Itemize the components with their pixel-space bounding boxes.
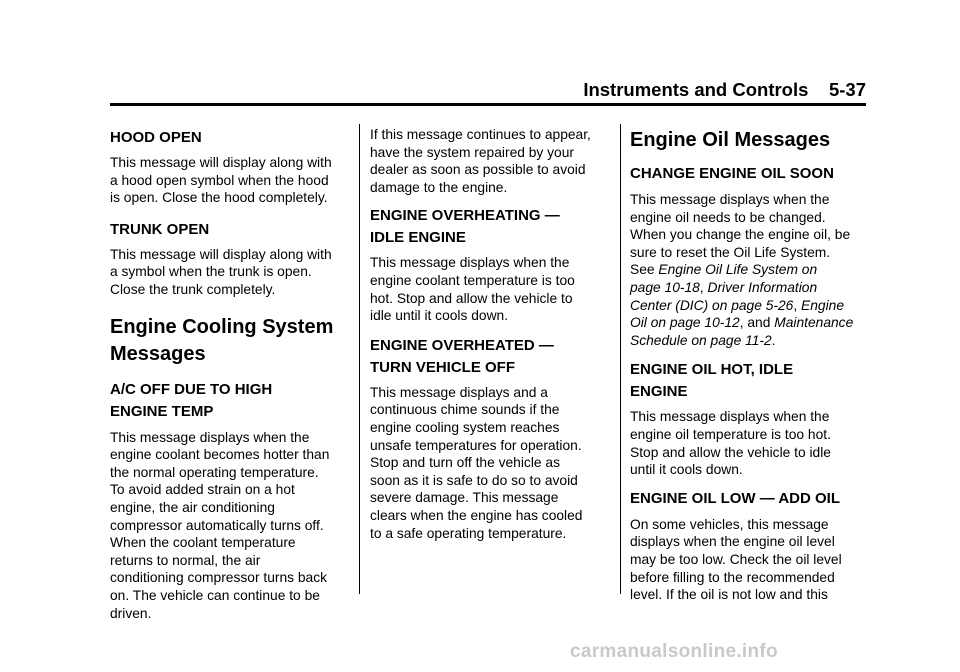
heading-engine-overheated bbox=[370, 335, 610, 379]
heading-line: TURN VEHICLE OFF bbox=[370, 358, 515, 376]
text-line: When you change the engine oil, be bbox=[630, 227, 851, 243]
heading-line: ENGINE bbox=[630, 383, 688, 401]
text-line: Close the trunk completely. bbox=[110, 281, 276, 297]
text-line: compressor automatically turns off. bbox=[110, 517, 324, 533]
oil-low-text bbox=[630, 516, 870, 604]
ref-oil-life-system[interactable]: Engine Oil Life System on bbox=[658, 262, 818, 278]
trunk-open-text bbox=[110, 246, 354, 299]
section-title-line: Engine Cooling System bbox=[110, 315, 334, 338]
heading-line: IDLE ENGINE bbox=[370, 229, 466, 247]
text-line: level. If the oil is not low and this bbox=[630, 587, 828, 603]
text-line: Stop and turn off the vehicle as bbox=[370, 455, 560, 471]
heading-line: ENGINE TEMP bbox=[110, 402, 214, 420]
ref-maintenance[interactable]: Maintenance bbox=[774, 315, 854, 331]
text-line: This message displays when the bbox=[370, 255, 570, 271]
text-line: This message displays when the bbox=[630, 192, 830, 207]
heading-change-engine-oil: CHANGE ENGINE OIL SOON bbox=[630, 165, 834, 182]
section-title-line: Messages bbox=[110, 342, 206, 365]
overheating-text bbox=[370, 254, 610, 324]
text-line: unsafe temperatures for operation. bbox=[370, 437, 582, 453]
heading-engine-overheating bbox=[370, 205, 610, 249]
heading-line: A/C OFF DUE TO HIGH bbox=[110, 380, 273, 398]
ref-engine-oil[interactable]: Engine bbox=[801, 297, 844, 313]
text-line: To avoid added strain on a hot bbox=[110, 482, 295, 498]
header-title: Instruments and Controls 5-37 bbox=[583, 79, 866, 100]
see-word: See bbox=[630, 262, 659, 278]
text-line: engine cooling system reaches bbox=[370, 419, 560, 435]
ref-maintenance-page[interactable]: Schedule on page 11-2 bbox=[630, 332, 772, 348]
text-line: until it cools down. bbox=[630, 462, 743, 478]
text-line: before filling to the recommended bbox=[630, 569, 835, 585]
separator: , bbox=[793, 297, 802, 313]
heading-ac-off bbox=[110, 379, 354, 423]
ref-engine-oil-page[interactable]: Oil on page 10-12 bbox=[630, 315, 740, 331]
watermark: carmanualsonline.info bbox=[570, 641, 778, 662]
separator: , bbox=[699, 279, 708, 295]
text-line: severe damage. This message bbox=[370, 490, 559, 506]
and-word: , and bbox=[739, 315, 775, 331]
text-line: may be too low. Check the oil level bbox=[630, 551, 842, 567]
text-line bbox=[630, 332, 870, 350]
text-line: returns to normal, the air bbox=[110, 552, 261, 568]
text-line: a symbol when the trunk is open. bbox=[110, 264, 312, 280]
text-line: the normal operating temperature. bbox=[110, 464, 319, 480]
heading-line: ENGINE OVERHEATED — bbox=[370, 336, 554, 354]
text-line: engine, the air conditioning bbox=[110, 499, 275, 515]
ref-driver-information-page[interactable]: Center (DIC) on page 5-26 bbox=[630, 297, 794, 313]
text-line bbox=[630, 261, 870, 279]
page-header bbox=[110, 79, 866, 105]
heading-engine-oil-low: ENGINE OIL LOW — ADD OIL bbox=[630, 489, 840, 507]
text-line: hot. Stop and allow the vehicle to bbox=[370, 290, 573, 306]
change-oil-text bbox=[630, 191, 870, 349]
text-line: engine oil temperature is too hot. bbox=[630, 426, 831, 442]
text-line: a hood open symbol when the hood bbox=[110, 172, 329, 188]
text-line bbox=[630, 297, 870, 315]
text-line: dealer as soon as possible to avoid bbox=[370, 162, 586, 178]
continued-text bbox=[370, 126, 610, 196]
heading-hood-open: HOOD OPEN bbox=[110, 129, 202, 146]
ac-off-text bbox=[110, 429, 354, 623]
column-divider-1 bbox=[359, 124, 360, 594]
text-line: On some vehicles, this message bbox=[630, 516, 829, 532]
column-3 bbox=[630, 124, 870, 604]
text-line: idle until it cools down. bbox=[370, 308, 509, 324]
text-line: soon as it is safe to do so to avoid bbox=[370, 472, 578, 488]
text-line: If this message continues to appear, bbox=[370, 127, 591, 142]
heading-engine-oil-hot bbox=[630, 359, 870, 403]
text-line bbox=[630, 314, 870, 332]
hood-open-text bbox=[110, 154, 354, 207]
text-line: on. The vehicle can continue to be bbox=[110, 587, 320, 603]
section-title-engine-oil: Engine Oil Messages bbox=[630, 129, 831, 151]
text-line: This message will display along with bbox=[110, 155, 332, 170]
text-line: clears when the engine has cooled bbox=[370, 507, 583, 523]
text-line: engine oil needs to be changed. bbox=[630, 209, 826, 225]
text-line bbox=[630, 279, 870, 297]
column-1 bbox=[110, 124, 354, 622]
text-line: driven. bbox=[110, 605, 152, 621]
column-2 bbox=[370, 124, 610, 542]
section-title-engine-cooling bbox=[110, 314, 354, 368]
text-line: sure to reset the Oil Life System. bbox=[630, 244, 831, 260]
header-rule bbox=[110, 103, 866, 106]
text-line: This message displays and a bbox=[370, 384, 548, 400]
text-line: displays when the engine oil level bbox=[630, 534, 835, 550]
text-line: engine coolant becomes hotter than bbox=[110, 447, 330, 463]
heading-line: ENGINE OIL HOT, IDLE bbox=[630, 361, 794, 379]
ref-oil-life-system-page[interactable]: page 10-18 bbox=[630, 279, 700, 295]
ref-driver-information[interactable]: Driver Information bbox=[707, 279, 818, 295]
text-line: conditioning compressor turns back bbox=[110, 570, 328, 586]
overheated-text bbox=[370, 384, 610, 542]
text-line: damage to the engine. bbox=[370, 179, 508, 195]
text-line: This message displays when the bbox=[630, 409, 830, 425]
text-line: Stop and allow the vehicle to idle bbox=[630, 444, 831, 460]
column-divider-2 bbox=[620, 124, 621, 594]
heading-trunk-open: TRUNK OPEN bbox=[110, 220, 210, 238]
text-line: This message will display along with bbox=[110, 246, 332, 262]
text-line: to a safe operating temperature. bbox=[370, 525, 567, 541]
text-line: This message displays when the bbox=[110, 429, 310, 445]
text-line: engine coolant temperature is too bbox=[370, 272, 575, 288]
text-line: When the coolant temperature bbox=[110, 535, 296, 551]
text-line: is open. Close the hood completely. bbox=[110, 190, 328, 206]
oil-hot-text bbox=[630, 408, 870, 478]
period: . bbox=[771, 332, 776, 348]
text-line: have the system repaired by your bbox=[370, 144, 574, 160]
text-line: continuous chime sounds if the bbox=[370, 402, 560, 418]
heading-line: ENGINE OVERHEATING — bbox=[370, 207, 560, 225]
